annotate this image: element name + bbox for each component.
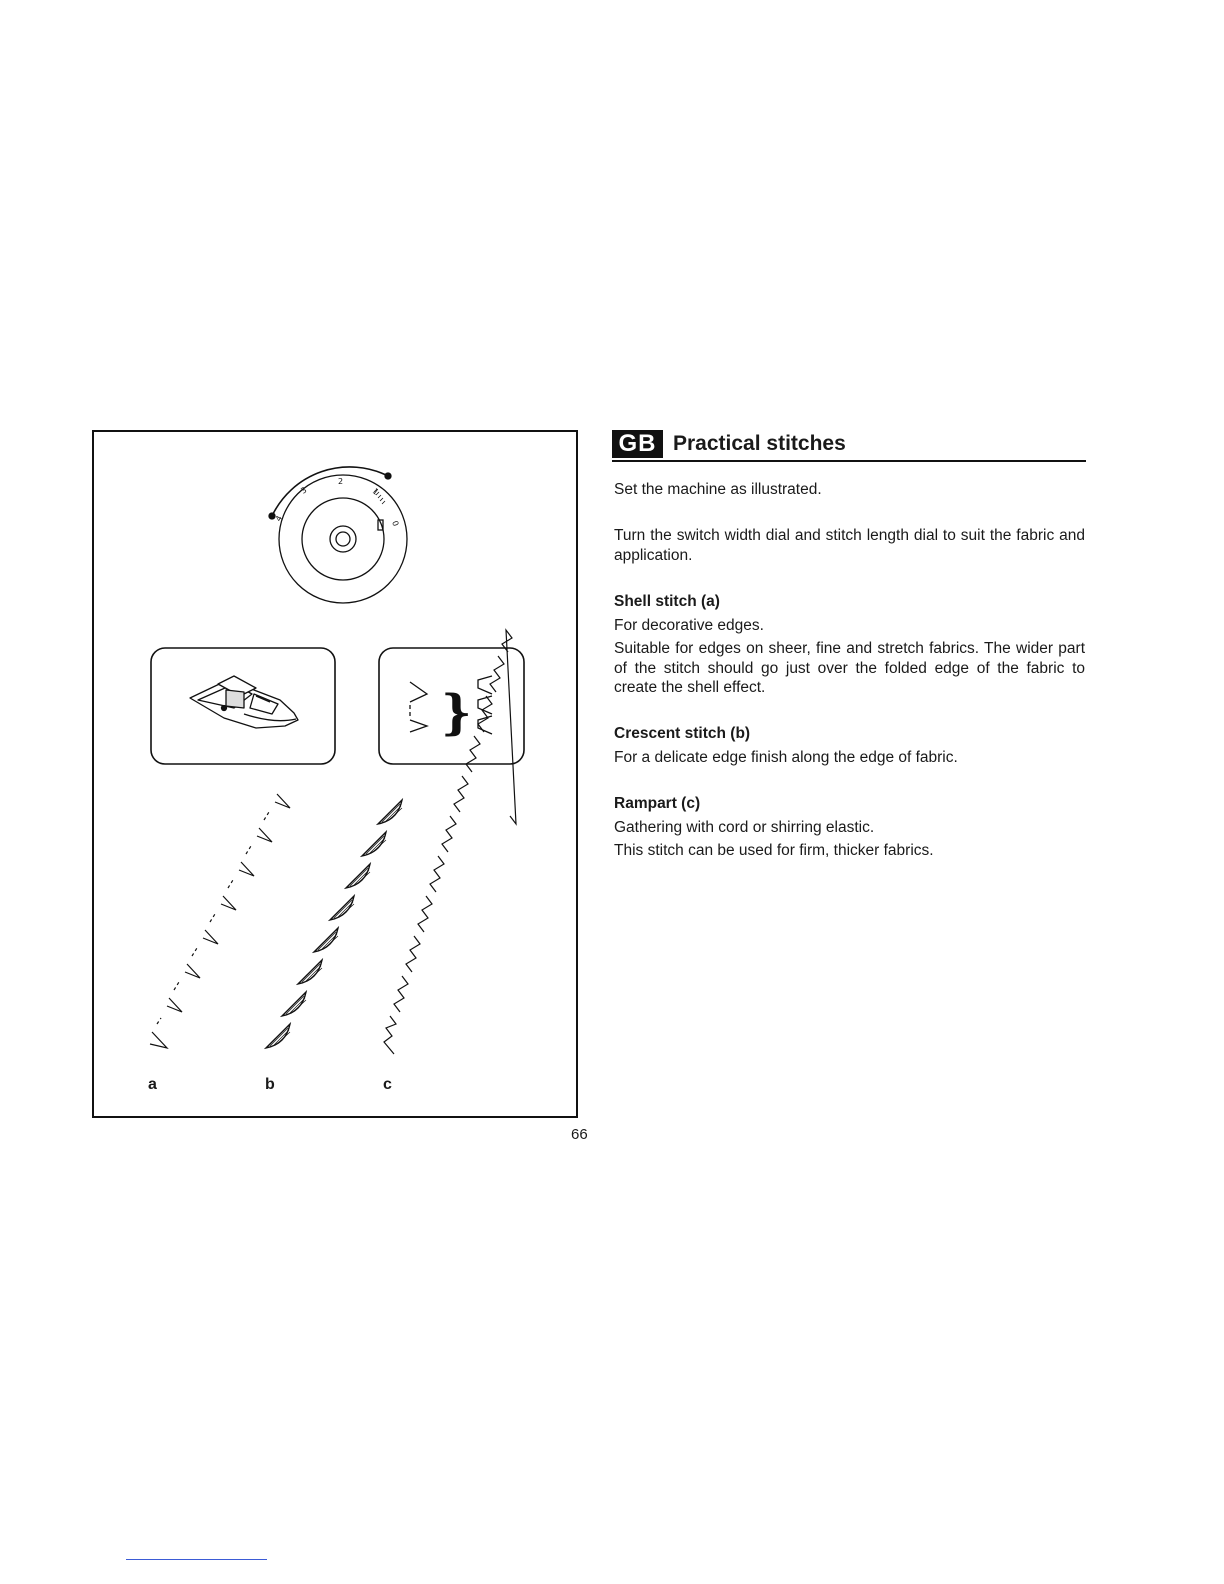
intro-paragraph xyxy=(614,480,1085,500)
crescent-stitch-symbol: } xyxy=(441,685,472,741)
zigzag-foot-icon xyxy=(190,676,298,728)
shell-stitch-line2: Suitable for edges on sheer, fine and stretch fabrics. The wider part of the stitch should go just over the folded edge of the fabric to create the shell effect. xyxy=(614,640,1085,696)
bottom-link-rule xyxy=(126,1559,267,1560)
crescent-stitch-line1: For a delicate edge finish along the edge of fabric. xyxy=(614,748,958,766)
shell-stitch-section xyxy=(614,592,1085,698)
illustration-svg xyxy=(94,432,580,1120)
dial-number-4: 4 xyxy=(273,514,285,523)
language-badge: GB xyxy=(612,430,663,458)
shell-stitch-sample xyxy=(150,794,290,1048)
dial-number-1: 1 xyxy=(370,486,381,497)
rampart-stitch-line2: This stitch can be used for firm, thicker fabrics. xyxy=(614,842,934,859)
dial-number-3: 3 xyxy=(299,485,309,496)
page-number: 66 xyxy=(571,1126,588,1143)
settings-text: Turn the switch width dial and stitch length dial to suit the fabric and application. xyxy=(614,527,1085,564)
section-heading xyxy=(612,428,1086,462)
rampart-stitch-line1: Gathering with cord or shirring elastic. xyxy=(614,818,875,836)
dial-inner-ring xyxy=(302,498,384,580)
shell-stitch-title: Shell stitch (a) xyxy=(614,593,720,610)
intro-text: Set the machine as illustrated. xyxy=(614,481,822,498)
shell-stitch-line1: For decorative edges. xyxy=(614,616,764,634)
dial-number-2: 2 xyxy=(338,477,344,486)
page-title: Practical stitches xyxy=(673,432,846,455)
stitch-length-dial xyxy=(269,467,407,603)
settings-paragraph xyxy=(614,526,1085,565)
presser-foot-panel xyxy=(151,648,335,764)
sample-label-a: a xyxy=(148,1076,157,1093)
dial-hub-outer xyxy=(330,526,356,552)
crescent-stitch-sample xyxy=(266,800,402,1048)
dial-outer-ring xyxy=(279,475,407,603)
illustration-frame xyxy=(92,430,578,1118)
dial-number-0: 0 xyxy=(390,519,401,528)
crescent-stitch-title: Crescent stitch (b) xyxy=(614,725,751,742)
sample-label-b: b xyxy=(265,1076,275,1093)
dial-hub-inner xyxy=(336,532,350,546)
sample-label-c: c xyxy=(383,1076,392,1093)
shell-stitch-symbol xyxy=(410,682,427,732)
dial-range-end-marker xyxy=(385,473,391,479)
rampart-stitch-title: Rampart (c) xyxy=(614,795,701,812)
rampart-stitch-section xyxy=(614,794,1085,861)
crescent-stitch-section xyxy=(614,724,1085,767)
